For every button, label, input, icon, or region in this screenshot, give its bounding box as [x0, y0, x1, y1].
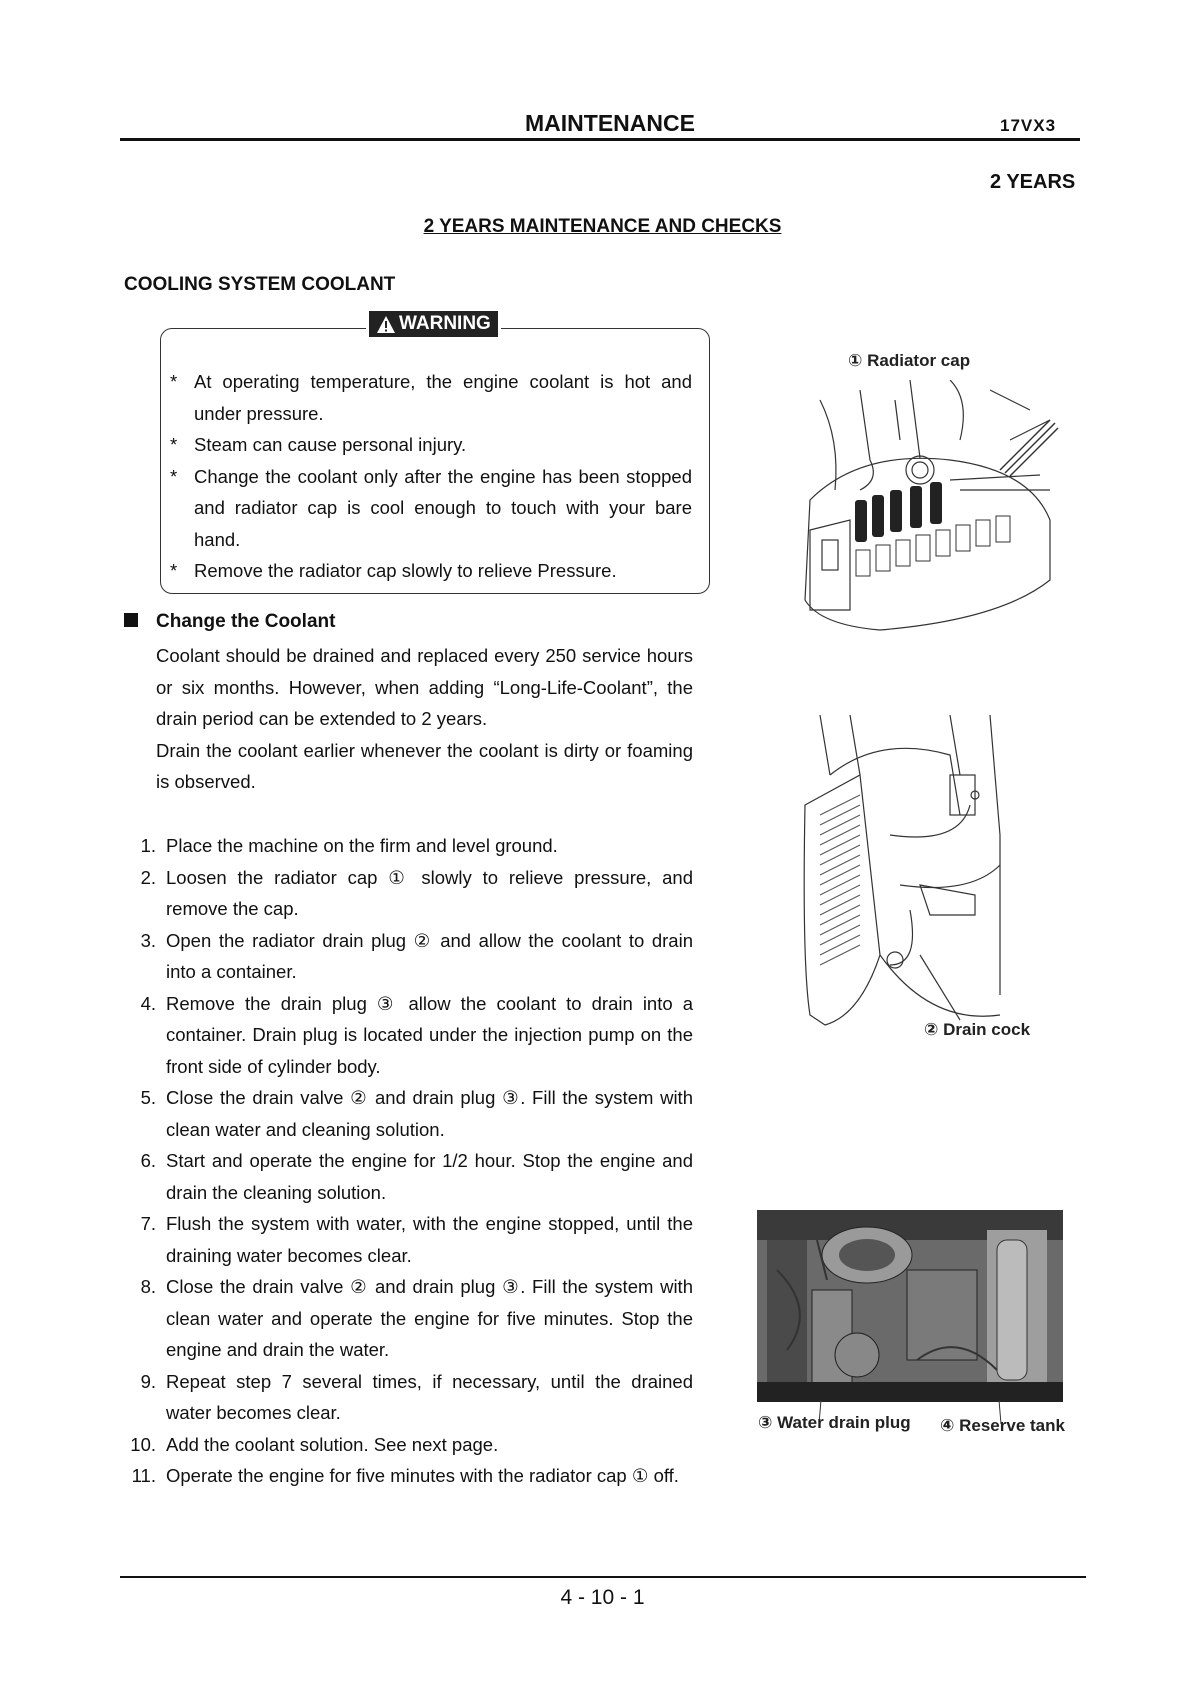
- page-header-title: MAINTENANCE: [525, 110, 695, 136]
- step-item: [110, 1429, 693, 1461]
- warning-item: * At operating temperature, the engine coolant is hot and under pressure.: [170, 366, 692, 429]
- step-number: 1.: [140, 835, 156, 856]
- warning-item-text: Change the coolant only after the engine has been stopped and radiator cap is cool enough to touch with your bare hand.: [194, 465, 692, 550]
- procedure-steps: [110, 830, 693, 1492]
- step-number: 3.: [140, 929, 156, 951]
- step-text: Operate the engine for five minutes with the radiator cap ① off.: [166, 1465, 679, 1486]
- reserve-tank-caption: ④ Reserve tank: [940, 1416, 1065, 1435]
- warning-item: * Steam can cause personal injury.: [170, 429, 692, 461]
- step-number: 6.: [140, 1150, 156, 1171]
- step-item: [110, 1208, 693, 1271]
- section-title: 2 YEARS MAINTENANCE AND CHECKS: [423, 216, 782, 237]
- step-text: Start and operate the engine for 1/2 hour. Stop the engine and drain the cleaning solution.: [166, 1150, 693, 1203]
- step-number: 4.: [140, 992, 156, 1014]
- warning-triangle-icon: [376, 315, 396, 334]
- drain-cock-illustration: [800, 715, 1020, 1045]
- page-number: 4 - 10 - 1: [560, 1586, 645, 1609]
- drain-cock-caption: ② Drain cock: [924, 1020, 1031, 1039]
- step-item: [110, 925, 693, 988]
- step-item: [110, 1145, 693, 1208]
- step-text: Flush the system with water, with the engine stopped, until the draining water becomes clear.: [166, 1213, 693, 1266]
- warning-item-text: Steam can cause personal injury.: [194, 434, 467, 455]
- model-code: 17VX3: [1000, 116, 1057, 135]
- step-item: [110, 830, 693, 862]
- engine-photo-illustration: [757, 1210, 1063, 1402]
- step-number: 5.: [140, 1087, 156, 1108]
- change-coolant-body: [156, 640, 693, 798]
- step-item: [110, 1366, 693, 1429]
- step-text: Repeat step 7 several times, if necessary, until the drained water becomes clear.: [166, 1370, 693, 1423]
- step-number: 9.: [140, 1370, 156, 1392]
- warning-list: [170, 366, 692, 587]
- radiator-cap-illustration: [800, 380, 1060, 650]
- square-bullet-icon: [124, 613, 138, 627]
- footer-divider: [120, 1576, 1086, 1578]
- warning-item-text: Remove the radiator cap slowly to relieve Pressure.: [194, 560, 617, 581]
- step-text: Open the radiator drain plug ② and allow the coolant to drain into a container.: [166, 929, 693, 982]
- warning-item-text: At operating temperature, the engine coolant is hot and under pressure.: [194, 371, 692, 424]
- step-item: [110, 1082, 693, 1145]
- step-text: Place the machine on the firm and level ground.: [166, 835, 558, 856]
- step-number: 11.: [131, 1465, 156, 1486]
- step-number: 10.: [130, 1433, 156, 1455]
- water-drain-plug-caption: ③ Water drain plug: [758, 1413, 911, 1432]
- subsection-title: COOLING SYSTEM COOLANT: [124, 274, 396, 295]
- paragraph: Drain the coolant earlier whenever the coolant is dirty or foaming is observed.: [156, 739, 693, 792]
- step-item: [110, 862, 693, 925]
- step-text: Close the drain valve ② and drain plug ③. Fill the system with clean water and cleaning solution.: [166, 1087, 693, 1140]
- radiator-cap-caption: ① Radiator cap: [848, 351, 971, 370]
- warning-item: * Change the coolant only after the engine has been stopped and radiator cap is cool enough to touch with your bare hand.: [170, 461, 692, 556]
- change-coolant-title: Change the Coolant: [156, 611, 336, 632]
- step-item: [110, 1271, 693, 1366]
- step-item: [110, 1460, 693, 1492]
- step-text: Loosen the radiator cap ① slowly to relieve pressure, and remove the cap.: [166, 866, 693, 919]
- step-text: Add the coolant solution. See next page.: [166, 1433, 499, 1455]
- warning-label: WARNING: [399, 313, 491, 334]
- step-number: 2.: [140, 866, 156, 888]
- section-tag: 2 YEARS: [990, 171, 1076, 193]
- warning-item: * Remove the radiator cap slowly to relieve Pressure.: [170, 555, 692, 587]
- step-text: Close the drain valve ② and drain plug ③. Fill the system with clean water and operate the engine for five minutes. Stop the engine and drain the water.: [166, 1276, 693, 1360]
- step-number: 7.: [140, 1213, 156, 1234]
- step-text: Remove the drain plug ③ allow the coolant to drain into a container. Drain plug is located under the injection pump on the front side of cylinder body.: [166, 992, 693, 1077]
- header-divider: [120, 138, 1080, 141]
- step-item: [110, 988, 693, 1083]
- step-number: 8.: [140, 1276, 156, 1297]
- warning-badge: [366, 311, 501, 337]
- paragraph: Coolant should be drained and replaced every 250 service hours or six months. However, when adding “Long-Life-Coolant”, the drain period can be extended to 2 years.: [156, 645, 693, 729]
